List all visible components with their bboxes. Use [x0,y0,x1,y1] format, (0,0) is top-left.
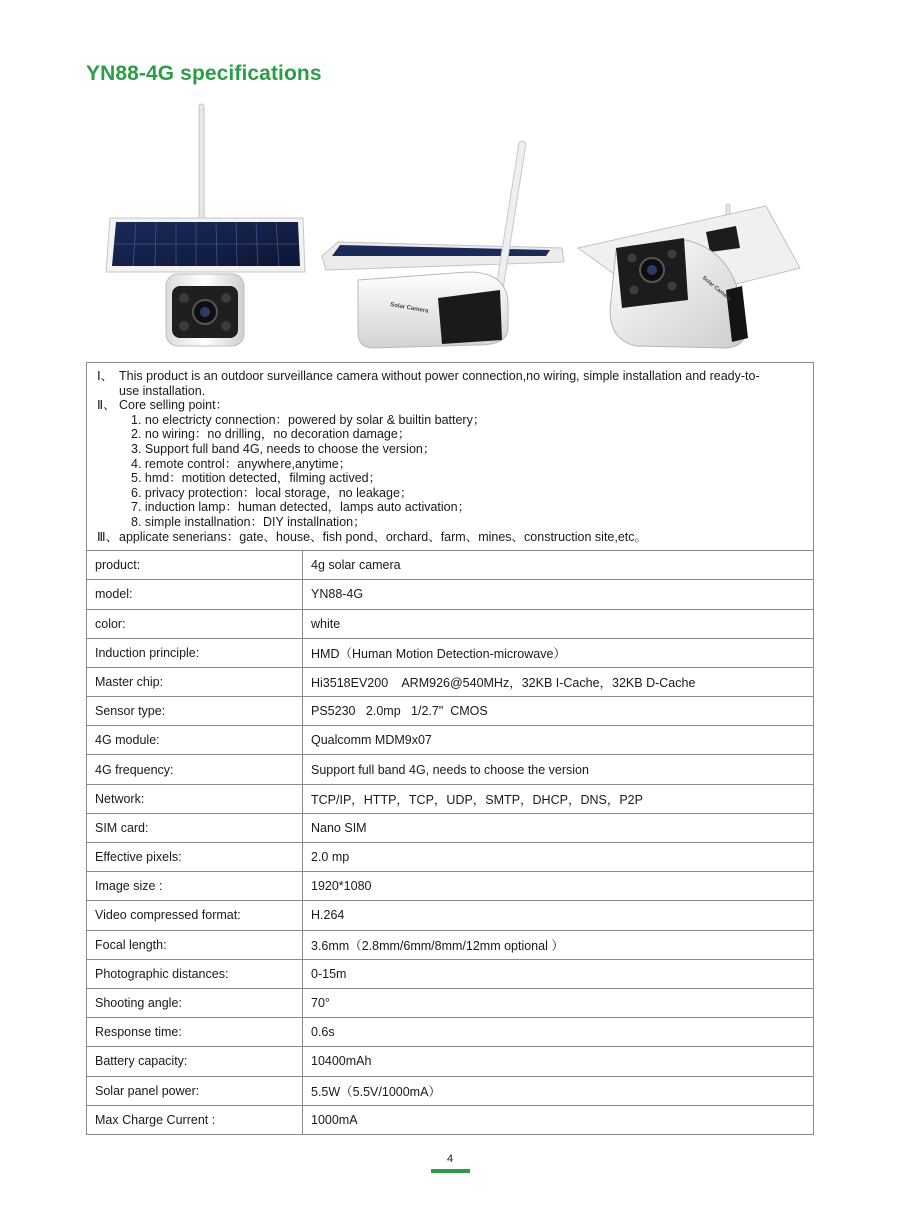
intro-point-2 [97,398,803,413]
selling-point: 4. remote control：anywhere,anytime； [131,456,352,471]
antenna-icon [199,104,204,222]
intro-point-1-line-1: This product is an outdoor surveillance camera without power connection,no wiring, simple installation and ready-to- [119,369,760,383]
spec-value: PS5230 2.0mp 1/2.7" CMOS [303,697,814,726]
spec-value: 5.5W（5.5V/1000mA） [303,1076,814,1105]
spec-key: Image size : [87,872,303,901]
spec-value: Qualcomm MDM9x07 [303,726,814,755]
table-row [87,988,813,1017]
specifications-table [87,551,813,1134]
table-row [87,901,813,930]
product-photo-front [100,100,310,355]
selling-point: 8. simple installnation：DIY installnation； [131,514,366,529]
table-row [87,1047,813,1076]
table-row [87,843,813,872]
product-photos [100,100,810,355]
spec-value: H.264 [303,901,814,930]
spec-key: Induction principle: [87,638,303,667]
spec-key: Response time: [87,1018,303,1047]
page-number: 4 [446,1153,454,1165]
spec-key: Photographic distances: [87,959,303,988]
spec-value: 10400mAh [303,1047,814,1076]
spec-value: Nano SIM [303,813,814,842]
table-row [87,959,813,988]
selling-point: 2. no wiring：no drilling，no decoration damage； [131,427,411,442]
table-row [87,726,813,755]
spec-value: 2.0 mp [303,843,814,872]
table-row [87,755,813,784]
spec-value: Hi3518EV200 ARM926@540MHz，32KB I-Cache，32KB D-Cache [303,667,814,696]
roman-numeral-3: Ⅲ、 [97,529,119,544]
table-row [87,872,813,901]
roman-numeral-2: Ⅱ、 [97,398,116,413]
spec-value: YN88-4G [303,580,814,609]
page-number-underline [431,1169,470,1173]
table-row [87,784,813,813]
spec-key: Max Charge Current : [87,1105,303,1134]
table-row [87,580,813,609]
table-row [87,551,813,580]
selling-point-list [97,413,803,530]
intro-point-2-text: Core selling point： [119,398,229,413]
spec-key: Solar panel power: [87,1076,303,1105]
spec-key: Focal length: [87,930,303,959]
intro-point-3-text: applicate senerians：gate、house、fish pond、orchard、farm、mines、construction site,etc。 [119,529,648,544]
angled-photo-label: Solar Camera [700,274,732,303]
spec-value: 1920*1080 [303,872,814,901]
spec-key: Battery capacity: [87,1047,303,1076]
intro-point-1 [97,369,803,398]
spec-key: color: [87,609,303,638]
table-row [87,1018,813,1047]
table-row [87,697,813,726]
table-row [87,930,813,959]
spec-value: 3.6mm（2.8mm/6mm/8mm/12mm optional ） [303,930,814,959]
spec-value: 0-15m [303,959,814,988]
product-introduction [87,363,813,551]
spec-key: 4G module: [87,726,303,755]
side-photo-label: Solar Camera [389,302,429,315]
selling-point: 6. privacy protection：local storage，no leakage； [131,485,413,500]
roman-numeral-1: Ⅰ、 [97,369,114,383]
spec-key: Video compressed format: [87,901,303,930]
spec-key: 4G frequency: [87,755,303,784]
spec-key: SIM card: [87,813,303,842]
spec-key: Sensor type: [87,697,303,726]
intro-point-3 [97,530,803,545]
table-row [87,1105,813,1134]
spec-value: HMD（Human Motion Detection-microwave） [303,638,814,667]
spec-key: Shooting angle: [87,988,303,1017]
table-row [87,1076,813,1105]
spec-key: product: [87,551,303,580]
product-photo-side [318,100,568,355]
selling-point: 5. hmd：motition detected，filming actived； [131,471,382,486]
spec-value: Support full band 4G, needs to choose the version [303,755,814,784]
spec-value: white [303,609,814,638]
spec-value: TCP/IP，HTTP，TCP，UDP，SMTP，DHCP，DNS，P2P [303,784,814,813]
spec-value: 1000mA [303,1105,814,1134]
table-row [87,667,813,696]
spec-value: 0.6s [303,1018,814,1047]
selling-point: 7. induction lamp：human detected，lamps auto activation； [131,500,471,515]
spec-value: 4g solar camera [311,558,401,573]
spec-key: Master chip: [87,667,303,696]
page-title: YN88-4G specifications [86,62,322,85]
spec-key: Effective pixels: [87,843,303,872]
selling-point: 3. Support full band 4G, needs to choose the version； [131,441,436,456]
product-photo-angled [576,100,806,355]
spec-key: Network: [87,784,303,813]
table-row [87,638,813,667]
table-row [87,813,813,842]
spec-value: 70° [303,988,814,1017]
table-row [87,609,813,638]
specifications-box [86,362,814,1135]
spec-key: model: [87,580,303,609]
selling-point: 1. no electricty connection：powered by solar & builtin battery； [131,412,486,427]
intro-point-1-line-2: use installation. [119,383,206,398]
